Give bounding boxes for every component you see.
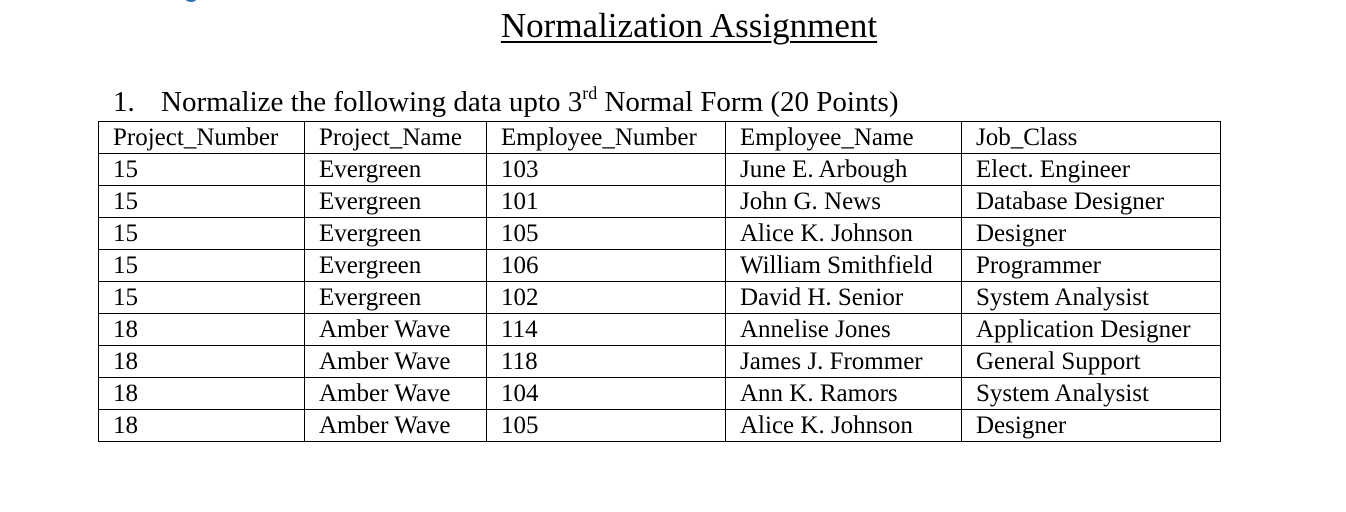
cell-job-class: System Analysist: [962, 378, 1221, 410]
column-header-employee-number: Employee_Number: [487, 122, 726, 154]
cell-project-name: Amber Wave: [305, 410, 487, 442]
cell-job-class: System Analysist: [962, 282, 1221, 314]
question-1: [113, 83, 899, 119]
column-header-project-number: Project_Number: [99, 122, 305, 154]
cell-job-class: Elect. Engineer: [962, 154, 1221, 186]
table-row: [99, 154, 1221, 186]
table-row: [99, 282, 1221, 314]
cell-employee-number: 114: [487, 314, 726, 346]
column-header-job-class: Job_Class: [962, 122, 1221, 154]
question-text-after: Normal Form (20 Points): [597, 86, 899, 118]
cell-employee-name: Alice K. Johnson: [726, 410, 962, 442]
column-header-project-name: Project_Name: [305, 122, 487, 154]
cell-employee-name: John G. News: [726, 186, 962, 218]
cell-project-name: Evergreen: [305, 186, 487, 218]
cell-employee-number: 106: [487, 250, 726, 282]
cell-project-name: Evergreen: [305, 250, 487, 282]
table-row: [99, 378, 1221, 410]
table-row: [99, 250, 1221, 282]
cell-employee-name: Annelise Jones: [726, 314, 962, 346]
table-row: [99, 346, 1221, 378]
cell-employee-name: James J. Frommer: [726, 346, 962, 378]
cell-project-name: Amber Wave: [305, 314, 487, 346]
cell-project-number: 18: [99, 346, 305, 378]
data-table: [98, 121, 1221, 442]
cell-project-number: 15: [99, 218, 305, 250]
cell-employee-number: 118: [487, 346, 726, 378]
cell-employee-name: David H. Senior: [726, 282, 962, 314]
cell-employee-name: William Smithfield: [726, 250, 962, 282]
cell-job-class: Database Designer: [962, 186, 1221, 218]
cell-employee-number: 101: [487, 186, 726, 218]
cell-project-number: 15: [99, 154, 305, 186]
cell-employee-number: 105: [487, 218, 726, 250]
cell-project-number: 15: [99, 186, 305, 218]
cell-employee-number: 102: [487, 282, 726, 314]
table-row: [99, 218, 1221, 250]
table-header-row: [99, 122, 1221, 154]
cell-employee-name: June E. Arbough: [726, 154, 962, 186]
table-row: [99, 410, 1221, 442]
cell-project-name: Amber Wave: [305, 378, 487, 410]
cell-employee-name: Alice K. Johnson: [726, 218, 962, 250]
cell-project-number: 18: [99, 410, 305, 442]
cell-project-name: Evergreen: [305, 218, 487, 250]
cell-project-name: Evergreen: [305, 154, 487, 186]
cell-job-class: Application Designer: [962, 314, 1221, 346]
question-superscript: rd: [582, 83, 598, 103]
table-row: [99, 314, 1221, 346]
cell-job-class: Designer: [962, 410, 1221, 442]
cell-employee-number: 105: [487, 410, 726, 442]
page-title: Normalization Assignment: [500, 6, 878, 45]
cell-job-class: Programmer: [962, 250, 1221, 282]
cell-project-number: 18: [99, 378, 305, 410]
corner-decoration: [183, 0, 199, 2]
cell-project-name: Evergreen: [305, 282, 487, 314]
question-text-before: Normalize the following data upto 3: [161, 86, 583, 118]
cell-project-number: 18: [99, 314, 305, 346]
cell-project-number: 15: [99, 282, 305, 314]
cell-project-name: Amber Wave: [305, 346, 487, 378]
table-row: [99, 186, 1221, 218]
cell-employee-number: 103: [487, 154, 726, 186]
cell-employee-number: 104: [487, 378, 726, 410]
cell-job-class: Designer: [962, 218, 1221, 250]
question-number: 1.: [113, 86, 135, 118]
column-header-employee-name: Employee_Name: [726, 122, 962, 154]
cell-employee-name: Ann K. Ramors: [726, 378, 962, 410]
cell-job-class: General Support: [962, 346, 1221, 378]
cell-project-number: 15: [99, 250, 305, 282]
